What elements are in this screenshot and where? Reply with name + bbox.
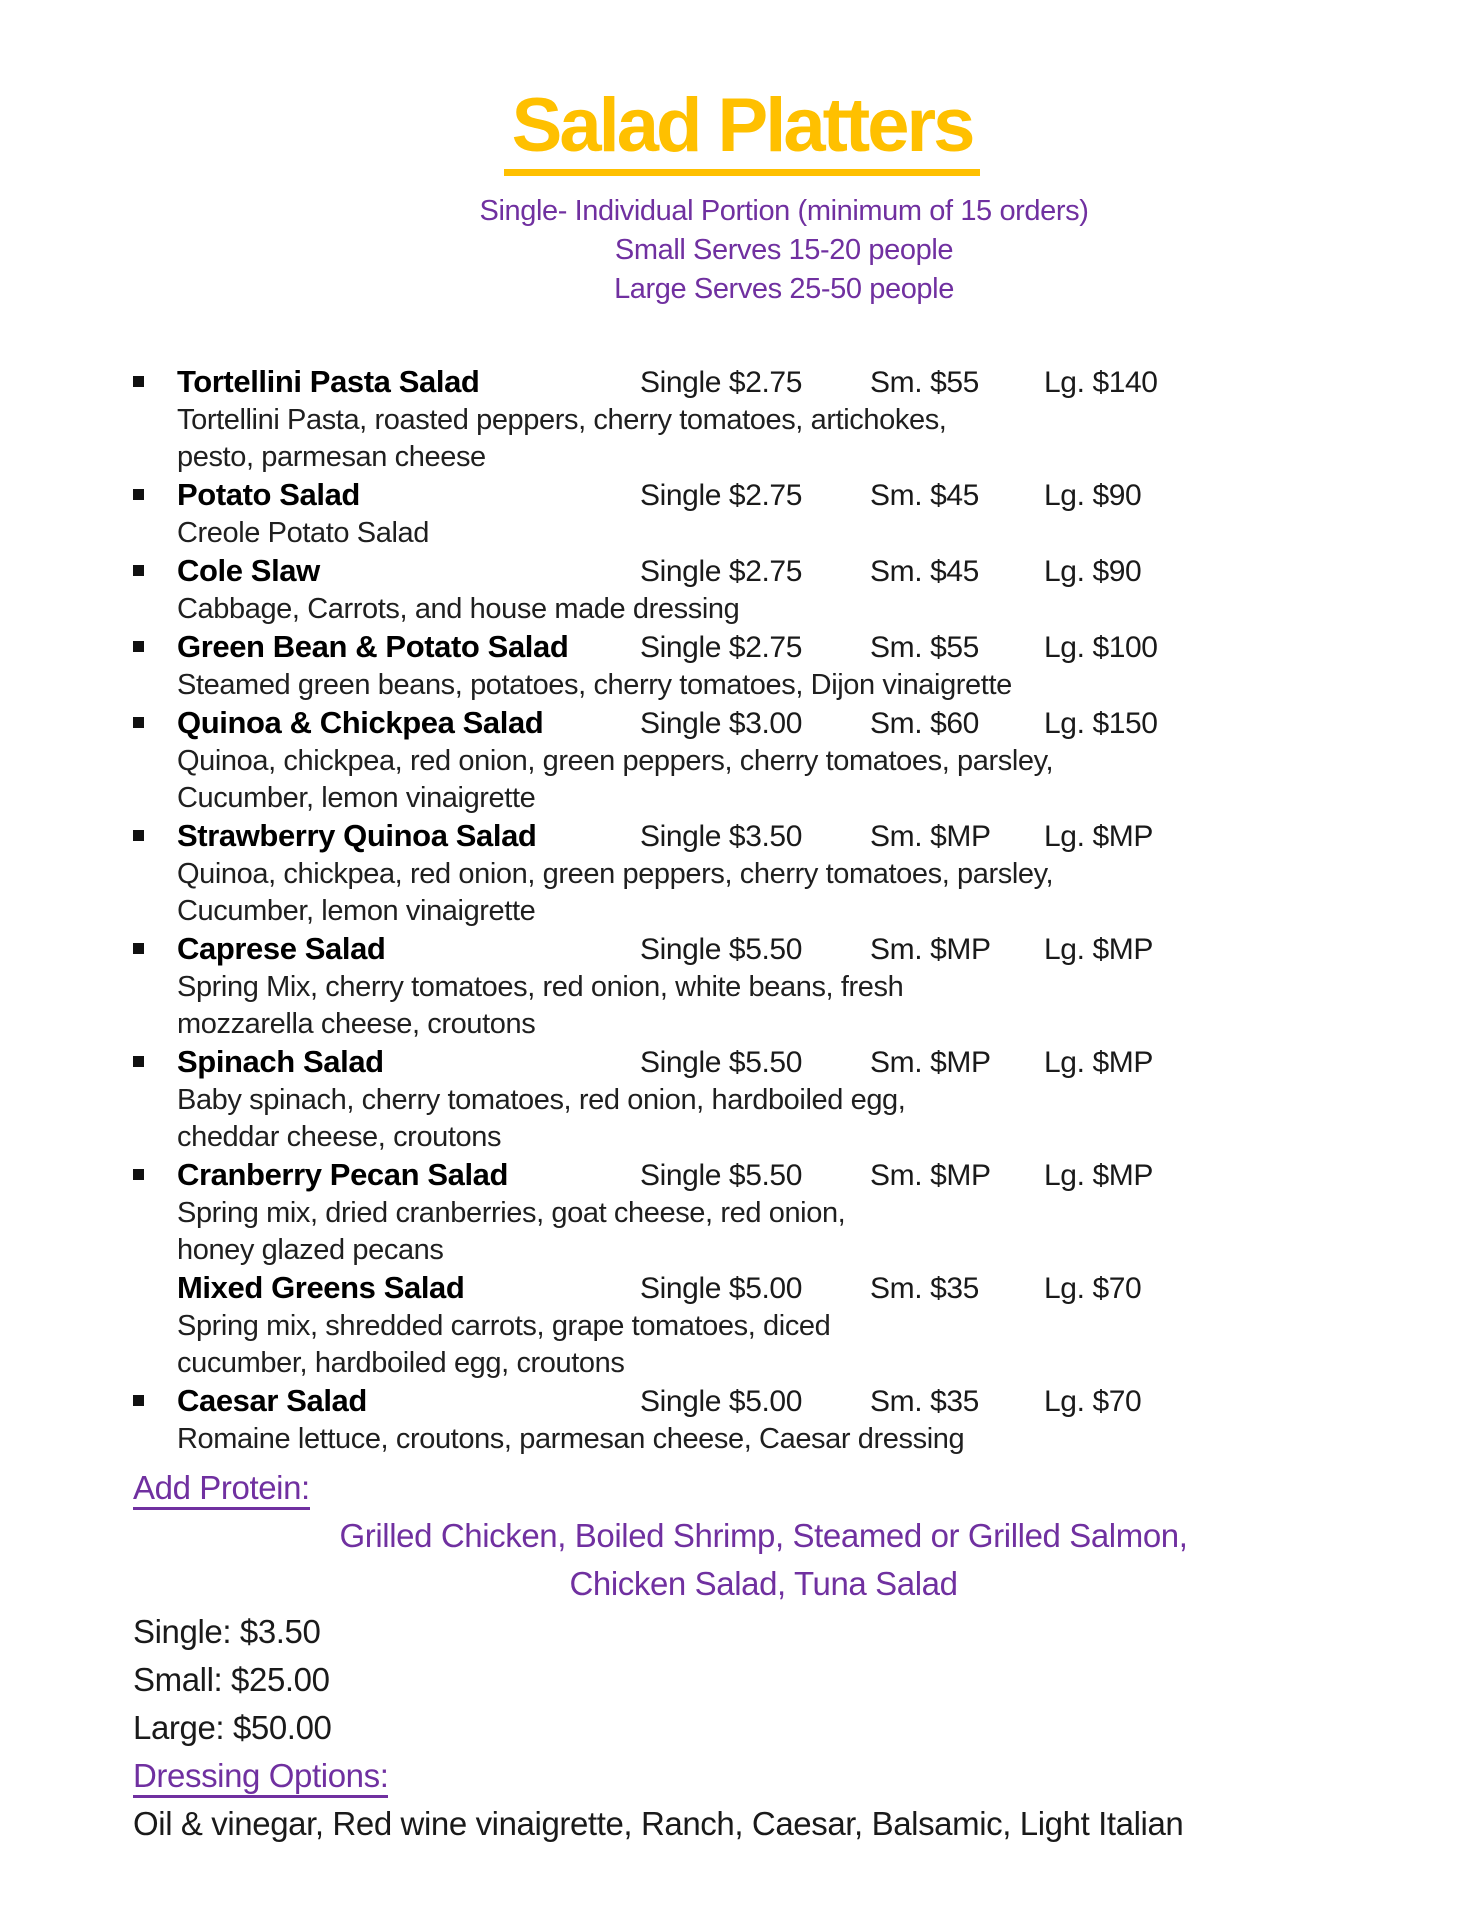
menu-item (177, 704, 1424, 817)
item-description-line: honey glazed pecans (177, 1234, 444, 1267)
item-head-row (177, 552, 1424, 591)
menu-item (177, 628, 1424, 704)
subtitle-block (0, 192, 1484, 309)
item-head-row (177, 1382, 1424, 1421)
bullet-square-icon (133, 1056, 144, 1067)
item-description-line: Cabbage, Carrots, and house made dressing (177, 593, 740, 626)
item-description-line: Spring Mix, cherry tomatoes, red onion, white beans, fresh (177, 971, 904, 1004)
item-description-line: Romaine lettuce, croutons, parmesan cheese, Caesar dressing (177, 1423, 965, 1456)
subtitle-line-single: Single- Individual Portion (minimum of 15 orders) (479, 195, 1089, 228)
item-head-row (177, 476, 1424, 515)
item-name: Cole Slaw (177, 553, 320, 589)
price-large: Lg. $70 (1044, 1385, 1142, 1419)
item-description-line: cheddar cheese, croutons (177, 1121, 502, 1154)
price-large: Lg. $150 (1044, 707, 1158, 741)
price-large: Lg. $MP (1044, 933, 1153, 967)
item-name: Potato Salad (177, 477, 360, 513)
item-head-row (177, 704, 1424, 743)
item-head-row (177, 1156, 1424, 1195)
item-description-line: cucumber, hardboiled egg, croutons (177, 1347, 625, 1380)
price-small: Sm. $55 (870, 631, 979, 665)
item-head-row (177, 628, 1424, 667)
price-large: Lg. $MP (1044, 1046, 1153, 1080)
item-description-line: Creole Potato Salad (177, 517, 429, 550)
item-description-line: Tortellini Pasta, roasted peppers, cherry tomatoes, artichokes, (177, 404, 947, 437)
item-head-row (177, 1043, 1424, 1082)
price-small: Sm. $MP (870, 820, 991, 854)
add-protein-heading: Add Protein: (133, 1469, 310, 1510)
item-name: Green Bean & Potato Salad (177, 629, 569, 665)
subtitle-line-large: Large Serves 25-50 people (614, 273, 954, 306)
item-description-line: Spring mix, dried cranberries, goat cheese, red onion, (177, 1197, 846, 1230)
bullet-square-icon (133, 717, 144, 728)
price-small: Sm. $MP (870, 1046, 991, 1080)
price-small: Sm. $55 (870, 366, 979, 400)
menu-item (177, 1382, 1424, 1458)
item-description-line: pesto, parmesan cheese (177, 441, 486, 474)
dressing-options-heading: Dressing Options: (133, 1757, 388, 1798)
price-single: Single $2.75 (640, 366, 803, 400)
item-description-line: Cucumber, lemon vinaigrette (177, 895, 536, 928)
menu-item (177, 1043, 1424, 1156)
price-single: Single $5.50 (640, 1046, 803, 1080)
price-single: Single $2.75 (640, 479, 803, 513)
menu-list (0, 363, 1484, 1458)
dressing-heading-line (133, 1752, 1394, 1800)
protein-options-line-1: Grilled Chicken, Boiled Shrimp, Steamed or Grilled Salmon, (339, 1517, 1188, 1555)
item-description-line: Baby spinach, cherry tomatoes, red onion, hardboiled egg, (177, 1084, 906, 1117)
item-name: Caesar Salad (177, 1383, 367, 1419)
price-single: Single $3.00 (640, 707, 803, 741)
bullet-square-icon (133, 1169, 144, 1180)
bullet-square-icon (133, 565, 144, 576)
bottom-section (133, 1464, 1394, 1848)
item-name: Tortellini Pasta Salad (177, 364, 480, 400)
bullet-square-icon (133, 943, 144, 954)
price-single: Single $5.50 (640, 1159, 803, 1193)
price-large: Lg. $90 (1044, 479, 1142, 513)
price-small: Sm. $35 (870, 1385, 979, 1419)
item-head-row (177, 930, 1424, 969)
subtitle-line-small: Small Serves 15-20 people (614, 234, 954, 267)
price-small: Sm. $35 (870, 1272, 979, 1306)
protein-price-large: Large: $50.00 (133, 1709, 332, 1747)
price-small: Sm. $45 (870, 555, 979, 589)
menu-item (177, 1269, 1424, 1382)
menu-item (177, 363, 1424, 476)
bullet-square-icon (133, 376, 144, 387)
item-name: Mixed Greens Salad (177, 1270, 465, 1306)
page-title: Salad Platters (504, 90, 981, 176)
protein-options-line-2: Chicken Salad, Tuna Salad (569, 1565, 958, 1603)
price-single: Single $5.50 (640, 933, 803, 967)
menu-item (177, 817, 1424, 930)
price-small: Sm. $60 (870, 707, 979, 741)
item-name: Cranberry Pecan Salad (177, 1157, 509, 1193)
price-large: Lg. $MP (1044, 820, 1153, 854)
menu-item (177, 1156, 1424, 1269)
add-protein-heading-line (133, 1464, 1394, 1512)
price-single: Single $2.75 (640, 631, 803, 665)
dressing-options-list: Oil & vinegar, Red wine vinaigrette, Ranch, Caesar, Balsamic, Light Italian (133, 1805, 1184, 1843)
price-small: Sm. $MP (870, 1159, 991, 1193)
price-single: Single $2.75 (640, 555, 803, 589)
item-description-line: Steamed green beans, potatoes, cherry tomatoes, Dijon vinaigrette (177, 669, 1012, 702)
item-name: Strawberry Quinoa Salad (177, 818, 537, 854)
item-description-line: Quinoa, chickpea, red onion, green peppers, cherry tomatoes, parsley, (177, 858, 1054, 891)
price-single: Single $5.00 (640, 1272, 803, 1306)
protein-price-small: Small: $25.00 (133, 1661, 330, 1699)
price-large: Lg. $90 (1044, 555, 1142, 589)
item-description-line: Cucumber, lemon vinaigrette (177, 782, 536, 815)
item-description-line: mozzarella cheese, croutons (177, 1008, 536, 1041)
protein-price-single: Single: $3.50 (133, 1613, 321, 1651)
item-head-row (177, 817, 1424, 856)
item-name: Quinoa & Chickpea Salad (177, 705, 544, 741)
menu-item (177, 930, 1424, 1043)
item-name: Spinach Salad (177, 1044, 384, 1080)
price-small: Sm. $MP (870, 933, 991, 967)
bullet-square-icon (133, 830, 144, 841)
price-large: Lg. $70 (1044, 1272, 1142, 1306)
item-name: Caprese Salad (177, 931, 386, 967)
price-small: Sm. $45 (870, 479, 979, 513)
price-single: Single $3.50 (640, 820, 803, 854)
price-large: Lg. $140 (1044, 366, 1158, 400)
price-large: Lg. $100 (1044, 631, 1158, 665)
price-large: Lg. $MP (1044, 1159, 1153, 1193)
item-head-row (177, 363, 1424, 402)
bullet-square-icon (133, 489, 144, 500)
title-wrap (0, 0, 1484, 176)
menu-item (177, 476, 1424, 552)
item-description-line: Spring mix, shredded carrots, grape tomatoes, diced (177, 1310, 831, 1343)
item-head-row (177, 1269, 1424, 1308)
bullet-square-icon (133, 641, 144, 652)
bullet-square-icon (133, 1395, 144, 1406)
price-single: Single $5.00 (640, 1385, 803, 1419)
item-description-line: Quinoa, chickpea, red onion, green peppers, cherry tomatoes, parsley, (177, 745, 1054, 778)
menu-item (177, 552, 1424, 628)
